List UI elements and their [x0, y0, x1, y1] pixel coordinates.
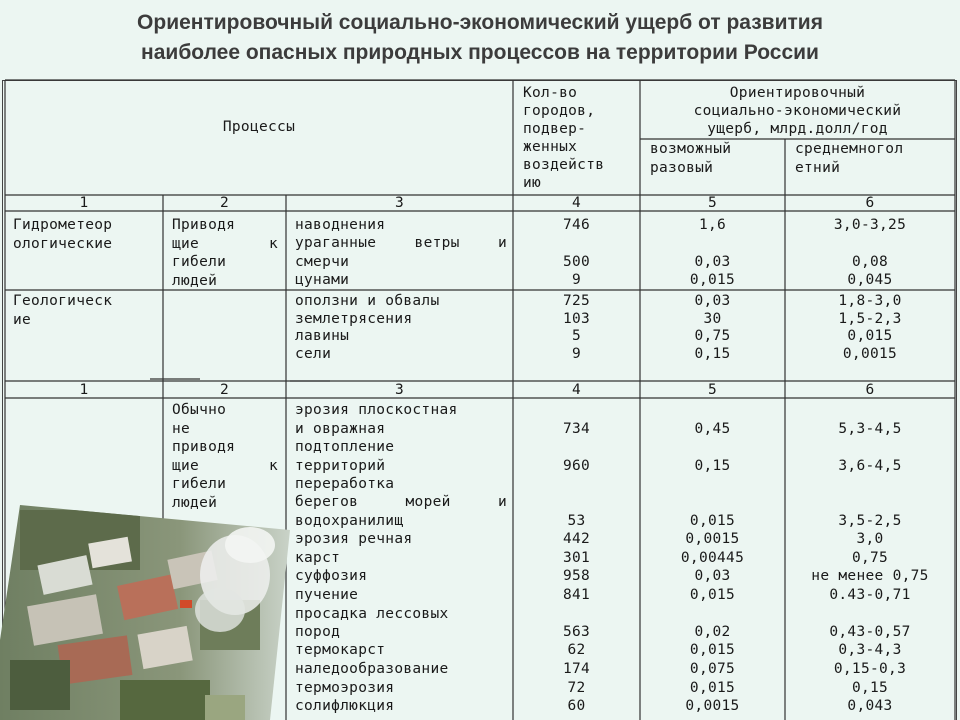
column-number: 1: [79, 382, 89, 398]
process-name: эрозия плоскостная: [295, 402, 458, 418]
process-name: эрозия речная: [295, 531, 413, 547]
header-annual-line: среднемногол: [795, 141, 904, 157]
header-count-line: женных: [523, 139, 578, 155]
city-count: 746: [562, 217, 591, 233]
process-name: пород: [295, 624, 341, 640]
city-count: 5: [571, 328, 582, 344]
city-count: 103: [562, 311, 591, 327]
group-line: гибели: [172, 254, 227, 270]
damage-possible: 0,02: [694, 624, 731, 640]
column-number: 5: [707, 382, 718, 398]
damage-annual: 0,43-0,57: [829, 624, 911, 640]
group-line: ологические: [13, 235, 113, 252]
column-number: 3: [394, 382, 405, 398]
damage-annual: 0,15-0,3: [833, 661, 907, 677]
damage-possible: 0,45: [694, 421, 731, 437]
process-name: водохранилищ: [295, 513, 404, 529]
damage-possible: 0,03: [694, 568, 731, 584]
group-line: не: [172, 420, 191, 437]
process-name: подтопление: [295, 439, 395, 455]
group-line: приводя: [172, 439, 236, 455]
damage-annual: не менее 0,75: [811, 568, 929, 584]
damage-annual: 3,0-3,25: [833, 217, 907, 233]
city-count: 72: [567, 680, 586, 696]
damage-possible: 0,03: [694, 254, 731, 270]
damage-possible: 0,03: [694, 293, 731, 309]
city-count: 53: [567, 513, 586, 529]
city-count: 301: [562, 550, 591, 566]
damage-annual: 0.43-0,71: [829, 587, 911, 603]
title-line-2: наиболее опасных природных процессов на территории России: [141, 41, 819, 64]
process-name: пучение: [295, 587, 359, 603]
damage-annual: 0,0015: [842, 346, 898, 362]
group-line: Геологическ: [13, 293, 113, 309]
column-number: 1: [79, 195, 89, 211]
damage-annual: 0,3-4,3: [838, 642, 902, 658]
process-name: суффозия: [295, 568, 368, 584]
column-number: 3: [394, 195, 405, 211]
damage-annual: 0,045: [847, 272, 893, 288]
city-count: 60: [567, 698, 586, 714]
city-count: 725: [562, 293, 591, 309]
damage-possible: 0,00445: [680, 550, 745, 566]
damage-possible: 0,015: [689, 513, 736, 529]
process-name: сели: [295, 346, 332, 362]
damage-annual: 0,75: [851, 550, 889, 566]
process-name: берегов морей и: [295, 494, 507, 510]
group-line: людей: [172, 494, 218, 511]
header-annual-line: етний: [795, 160, 841, 176]
header-count-line: Кол-во: [523, 85, 578, 101]
process-name: оползни и обвалы: [295, 293, 440, 309]
damage-possible: 0,15: [694, 346, 731, 362]
process-name: землетрясения: [295, 311, 413, 327]
damage-possible: 30: [703, 311, 722, 327]
process-name: солифлюкция: [295, 698, 395, 714]
column-number: 5: [707, 195, 718, 211]
group-line: Гидрометеор: [13, 217, 113, 233]
city-count: 958: [562, 568, 591, 584]
city-count: 841: [562, 587, 591, 603]
damage-annual: 3,0: [856, 531, 884, 547]
header-damage-line: ущерб, млрд.долл/год: [707, 121, 888, 137]
damage-annual: 3,5-2,5: [838, 513, 902, 529]
damage-possible: 0,75: [694, 328, 731, 344]
header-count-line: ию: [523, 175, 542, 191]
damage-annual: 1,5-2,3: [838, 311, 902, 327]
damage-possible: 0,0015: [685, 698, 740, 714]
city-count: 442: [562, 531, 591, 547]
column-number: 4: [571, 195, 582, 211]
header-damage-line: социально-экономический: [693, 103, 902, 119]
group-line: ие: [13, 311, 32, 328]
process-name: наводнения: [295, 217, 386, 233]
city-count: 734: [562, 421, 591, 437]
header-damage-line: Ориентировочный: [729, 85, 866, 101]
process-name: наледообразование: [295, 661, 449, 677]
column-number: 4: [571, 382, 582, 398]
process-name: территорий: [295, 458, 386, 474]
title-line-1: Ориентировочный социально-экономический ущерб от развития: [137, 11, 823, 34]
city-count: 563: [562, 624, 591, 640]
process-name: цунами: [295, 272, 350, 288]
city-count: 500: [562, 254, 591, 270]
process-name: переработка: [295, 476, 395, 492]
damage-annual: 1,8-3,0: [838, 293, 902, 309]
process-name: лавины: [295, 328, 350, 344]
damage-possible: 0,0015: [685, 531, 740, 547]
header-count-line: воздейств: [523, 157, 605, 173]
damage-annual: 3,6-4,5: [838, 458, 902, 474]
damage-annual: 0,015: [847, 328, 893, 344]
damage-annual: 0,043: [847, 698, 893, 714]
damage-annual: 0,08: [851, 254, 889, 270]
process-name: смерчи: [295, 254, 350, 270]
header-count-line: городов,: [523, 103, 596, 119]
damage-possible: 0,075: [689, 661, 736, 677]
city-count: 174: [562, 661, 591, 677]
column-number: 6: [865, 382, 875, 398]
column-number: 6: [865, 195, 875, 211]
group-line: Приводя: [172, 217, 236, 233]
city-count: 9: [571, 272, 582, 288]
city-count: 960: [562, 458, 591, 474]
group-line: Обычно: [172, 402, 227, 418]
damage-possible: 0,15: [694, 458, 731, 474]
header-possible-line: разовый: [650, 160, 714, 176]
column-number: 2: [219, 382, 230, 398]
header-processes: Процессы: [222, 119, 296, 135]
city-count: 62: [567, 642, 586, 658]
process-name: термокарст: [295, 642, 386, 658]
damage-possible: 0,015: [689, 642, 736, 658]
city-count: 9: [571, 346, 582, 362]
group-line: щие к: [172, 457, 278, 474]
process-name: термоэрозия: [295, 680, 395, 696]
process-name: просадка лессовых: [295, 606, 449, 622]
process-name: и овражная: [295, 421, 386, 437]
damage-annual: 5,3-4,5: [838, 421, 902, 437]
process-name: карст: [295, 550, 341, 566]
group-line: людей: [172, 272, 218, 289]
damage-possible: 1,6: [698, 217, 727, 233]
header-count-line: подвер-: [523, 121, 587, 137]
process-name: ураганные ветры и: [295, 235, 507, 251]
damage-annual: 0,15: [851, 680, 889, 696]
damage-possible: 0,015: [689, 587, 736, 603]
group-line: гибели: [172, 476, 227, 492]
column-number: 2: [219, 195, 230, 211]
header-possible-line: возможный: [650, 141, 732, 157]
damage-possible: 0,015: [689, 272, 736, 288]
damage-possible: 0,015: [689, 680, 736, 696]
group-line: щие к: [172, 235, 278, 252]
